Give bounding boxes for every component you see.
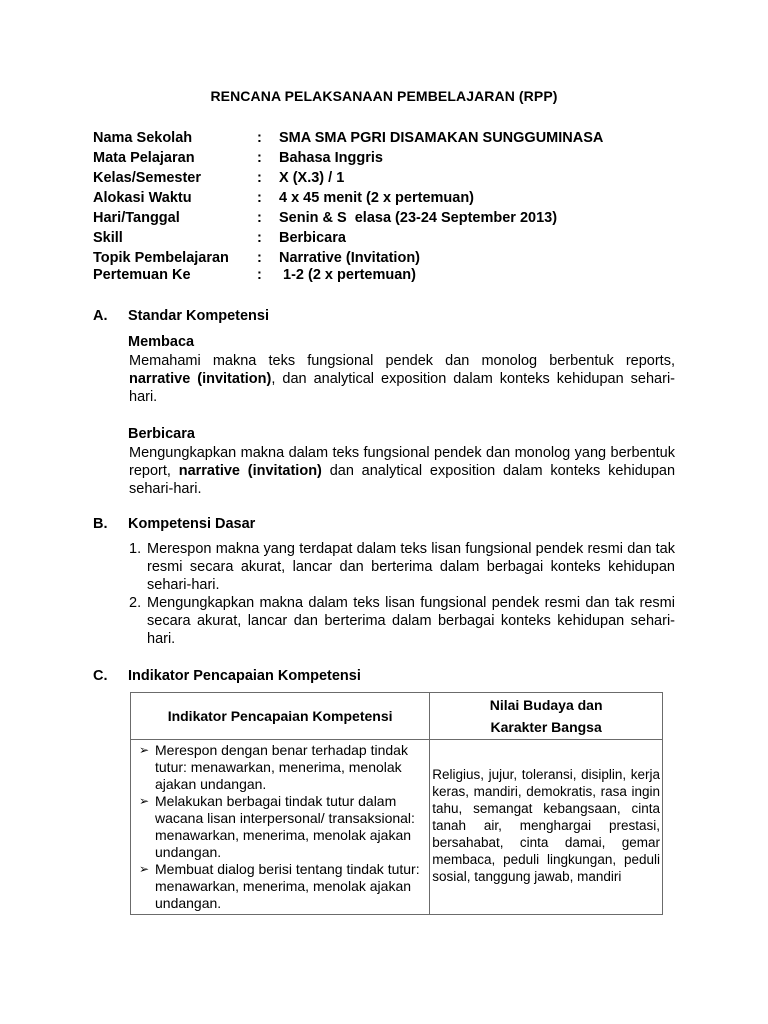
info-colon: : [257,130,262,146]
values-cell: Religius, jujur, toleransi, disiplin, kerja keras, mandiri, demokratis, rasa ingin tahu, semangat kebangsaan, cinta tanah air, menghargai prestasi, bersahabat, cinta damai, gemar membaca, peduli lingkungan, peduli sosial, tanggung jawab, mandiri [430,740,663,915]
list-item-text: Merespon makna yang terdapat dalam teks lisan fungsional pendek resmi dan tak resmi secara akurat, lancar dan berterima dalam berbagai konteks kehidupan sehari-hari. [147,541,675,593]
list-item-text: Membuat dialog berisi tentang tindak tutur: menawarkan, menerima, menolak ajakan undangan. [155,861,420,911]
info-colon: : [257,210,262,226]
info-value: X (X.3) / 1 [279,170,345,186]
info-value: Berbicara [279,230,346,246]
info-colon: : [257,190,262,206]
section-title: Kompetensi Dasar [128,516,256,532]
info-label: Nama Sekolah [93,130,193,146]
table-header-values [430,693,663,740]
section-letter: C. [93,668,108,684]
paragraph-text: Mengungkapkan makna dalam teks fungsional pendek dan monolog yang berbentuk report, [129,445,675,479]
paragraph-text: dan analytical exposition dalam konteks kehidupan sehari-hari. [129,463,676,497]
table-header-indicator: Indikator Pencapaian Kompetensi [131,693,430,740]
info-label: Kelas/Semester [93,170,202,186]
paragraph-text: Memahami makna teks fungsional pendek dan monolog berbentuk reports, [129,353,675,369]
table-row [131,740,663,915]
indicator-list [131,740,429,914]
info-label: Mata Pelajaran [93,150,195,166]
list-number: 2. [129,595,142,611]
info-colon: : [257,230,262,246]
arrow-bullet-icon: ➢ [139,862,150,876]
arrow-bullet-icon: ➢ [139,794,150,808]
info-label: Topik Pembelajaran [93,250,229,266]
list-item-text: Mengungkapkan makna dalam teks lisan fungsional pendek resmi dan tak resmi secara akurat, lancar dan berterima dalam berbagai konteks kehidupan sehari-hari. [147,595,675,647]
list-item-text: Melakukan berbagai tindak tutur dalam wacana lisan interpersonal/ transaksional: menawarkan, menerima, menolak ajakan undangan. [155,793,415,860]
section-heading [93,666,683,686]
info-colon: : [257,150,262,166]
info-label: Alokasi Waktu [93,190,192,206]
section-b [93,514,683,648]
arrow-bullet-icon: ➢ [139,743,150,757]
section-c [93,666,683,686]
header-line: Karakter Bangsa [490,719,602,735]
competency-list [93,540,683,648]
section-title: Indikator Pencapaian Kompetensi [128,668,361,684]
info-value: 4 x 45 menit (2 x pertemuan) [279,190,475,206]
section-letter: B. [93,516,108,532]
info-label: Pertemuan Ke [93,267,191,283]
section-title: Standar Kompetensi [128,308,269,324]
info-label: Skill [93,230,123,246]
info-colon: : [257,250,262,266]
subsection-heading-berbicara: Berbicara [128,426,195,442]
list-item [139,742,427,793]
info-label: Hari/Tanggal [93,210,180,226]
section-heading [93,514,683,534]
header-line: Nilai Budaya dan [489,697,603,713]
indicator-table [130,692,663,915]
document-title: RENCANA PELAKSANAAN PEMBELAJARAN (RPP) [210,88,558,104]
list-item [139,793,427,861]
subsection-heading-membaca: Membaca [128,334,195,350]
paragraph-text: , dan analytical exposition dalam konteks kehidupan sehari-hari. [129,371,675,405]
list-number: 1. [129,541,142,557]
info-value: Bahasa Inggris [279,150,383,166]
info-colon: : [257,170,262,186]
info-value: Senin & S elasa (23-24 September 2013) [279,210,558,226]
list-item [129,540,675,594]
info-value: Narrative (Invitation) [279,250,420,266]
list-item [139,861,427,912]
section-letter: A. [93,308,108,324]
section-a [93,306,683,498]
info-value: 1-2 (2 x pertemuan) [279,267,416,283]
table-header-row [131,693,663,740]
paragraph-membaca [129,352,675,406]
section-heading [93,306,683,326]
paragraph-emphasis: narrative (invitation) [178,463,322,479]
indicator-cell [131,740,430,915]
list-item [129,594,675,648]
info-value: SMA SMA PGRI DISAMAKAN SUNGGUMINASA [279,130,604,146]
paragraph-emphasis: narrative (invitation) [129,371,272,387]
paragraph-berbicara [129,444,675,498]
info-colon: : [257,267,262,283]
list-item-text: Merespon dengan benar terhadap tindak tutur: menawarkan, menerima, menolak ajakan undangan. [155,742,408,792]
